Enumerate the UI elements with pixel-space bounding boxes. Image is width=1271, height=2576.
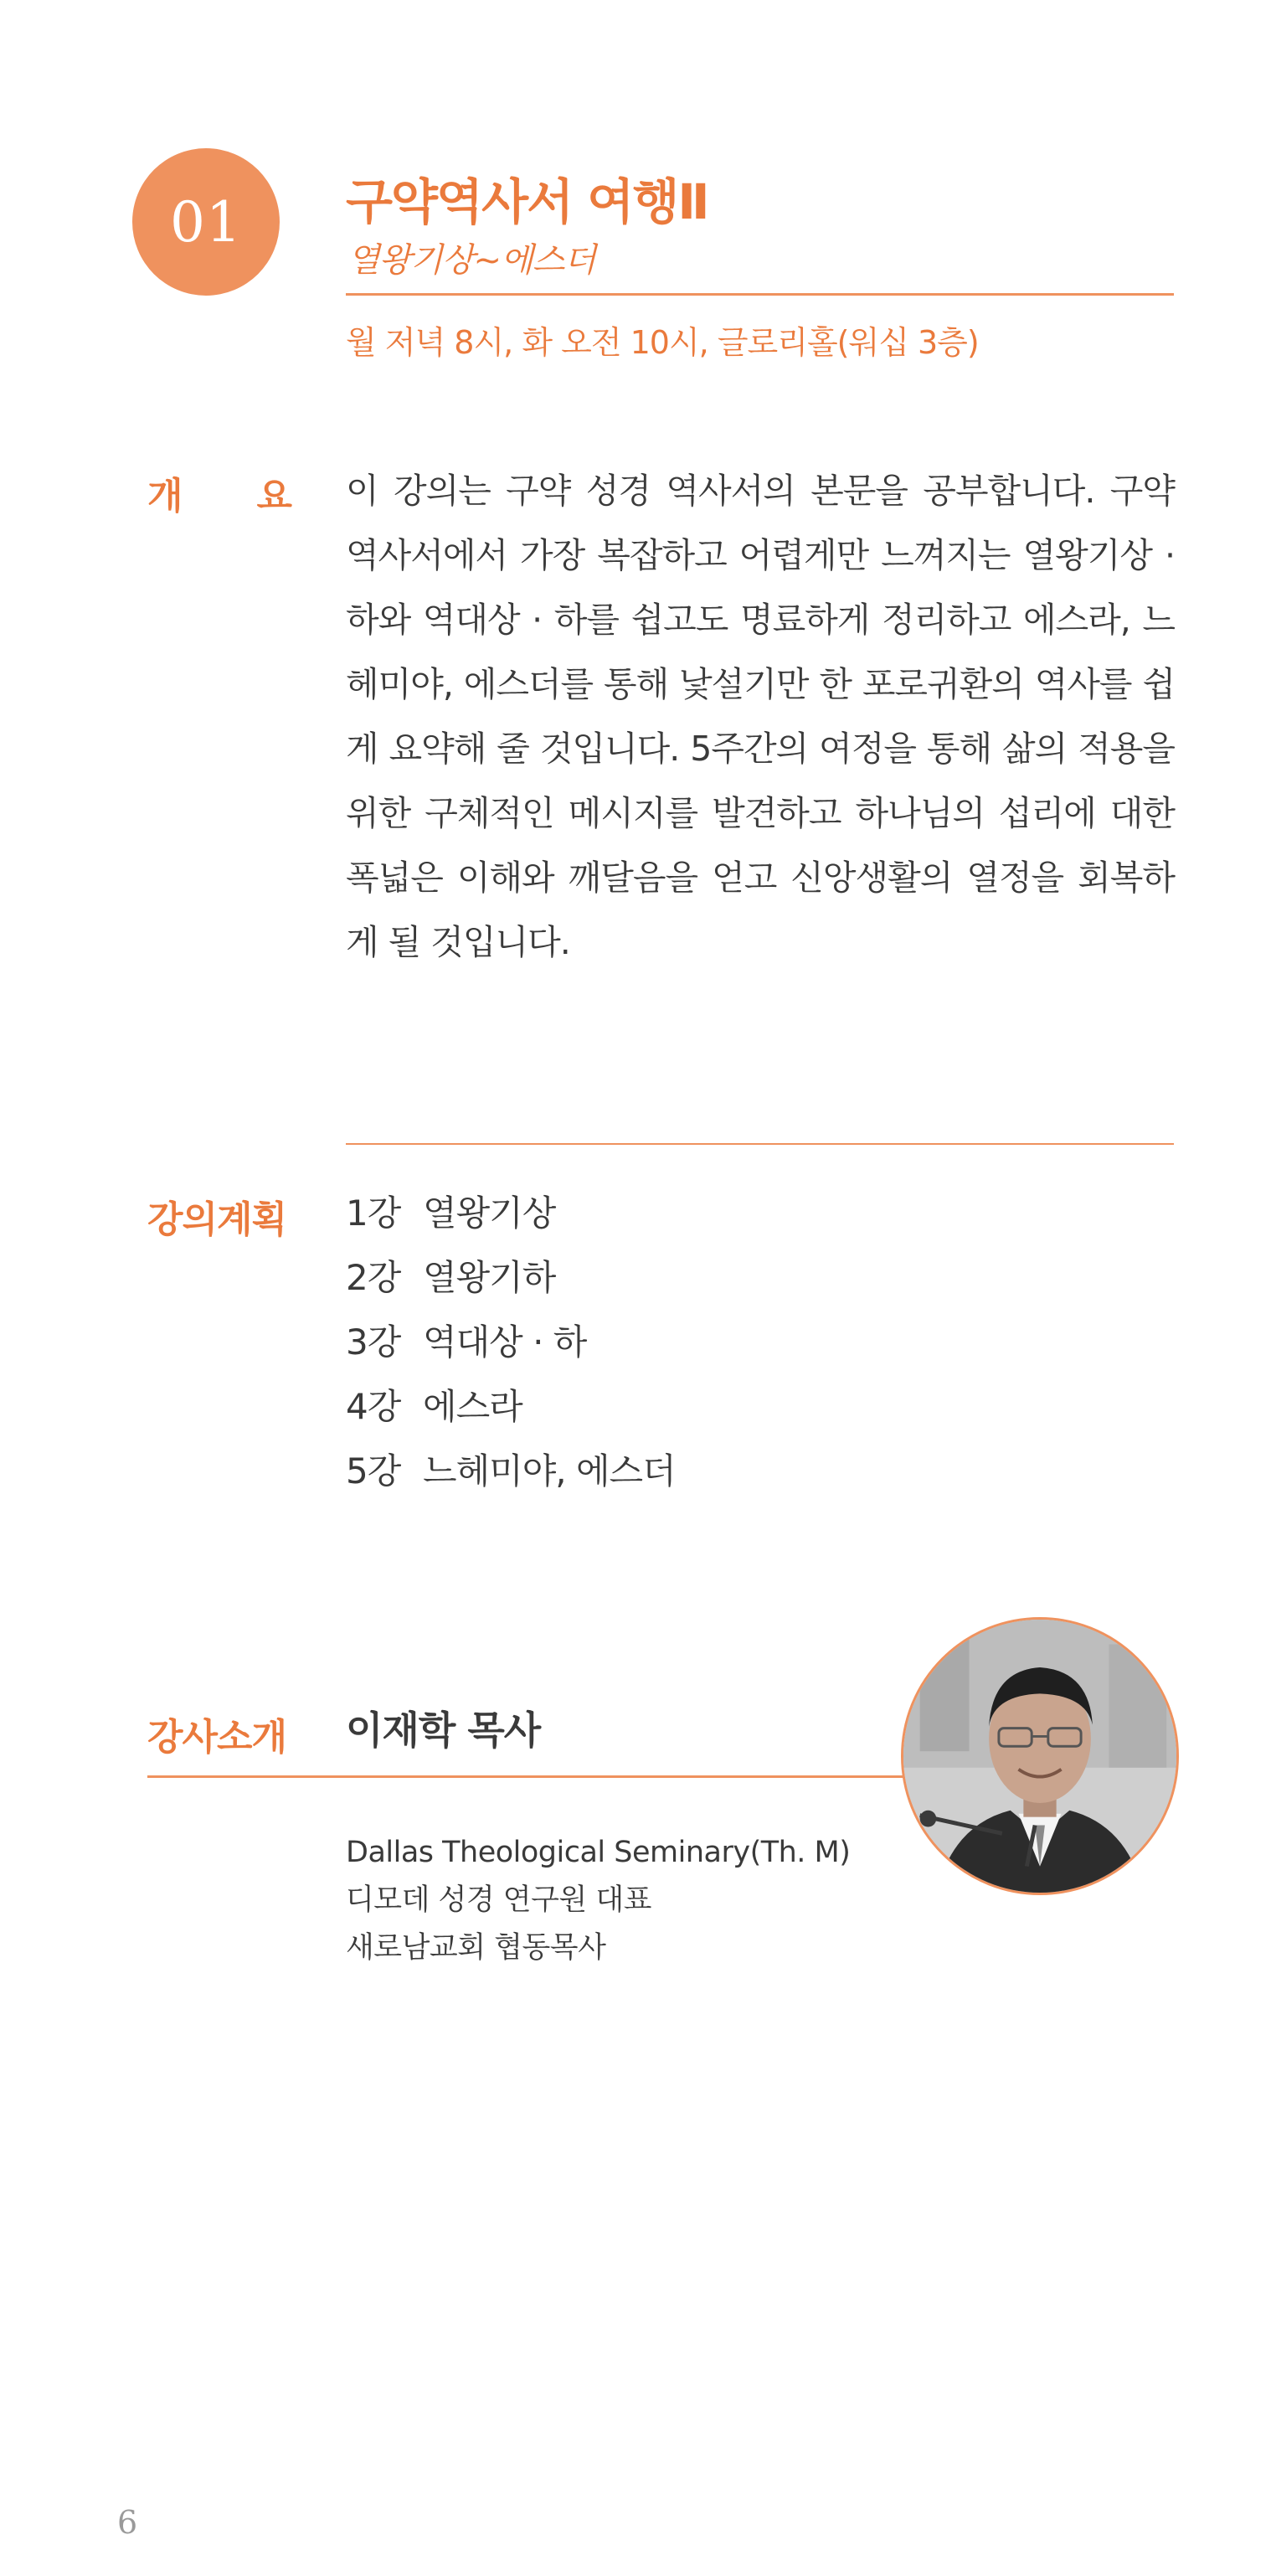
plan-item-title: 에스라 <box>423 1386 522 1427</box>
overview-label-char-1: 개 <box>147 475 183 518</box>
plan-item <box>346 1374 676 1439</box>
credential-item: 새로남교회 협동목사 <box>346 1931 606 1965</box>
plan-item-number: 2강 <box>346 1257 401 1298</box>
plan-item <box>346 1181 676 1245</box>
plan-item-title: 느헤미야, 에스더 <box>423 1450 676 1492</box>
plan-item-number: 4강 <box>346 1386 401 1427</box>
plan-item-title: 열왕기상 <box>423 1193 556 1234</box>
course-title: 구약역사서 여행Ⅱ <box>346 173 708 230</box>
plan-item-title: 열왕기하 <box>423 1257 556 1298</box>
instructor-label: 강사소개 <box>147 1716 287 1759</box>
title-divider <box>346 293 1174 296</box>
plan-item <box>346 1439 676 1503</box>
instructor-credentials <box>346 1829 850 1972</box>
plan-list <box>346 1181 676 1503</box>
page-number: 6 <box>117 2504 138 2541</box>
plan-item <box>346 1245 676 1310</box>
plan-item-number: 1강 <box>346 1193 401 1234</box>
credential-item: Dallas Theological Seminary(Th. M) <box>346 1836 851 1869</box>
instructor-name: 이재학 목사 <box>346 1708 541 1753</box>
overview-label <box>147 466 291 519</box>
overview-text: 이 강의는 구약 성경 역사서의 본문을 공부합니다. 구약 역사서에서 가장 복잡하고 어렵게만 느껴지는 열왕기상 · 하와 역대상 · 하를 쉽고도 명료하게 정리하고 에스라, 느헤미야, 에스더를 통해 낯설기만 한 포로귀환의 역사를 쉽게 요약해 줄 것입니다. 5주간의 여정을 통해 삶의 적용을 위한 구체적인 메시지를 발견하고 하나님의 섭리에 대한 폭넓은 이해와 깨달음을 얻고 신앙생활의 열정을 회복하게 될 것입니다. <box>346 471 1175 962</box>
overview-label-char-2: 요 <box>256 475 291 518</box>
instructor-photo <box>901 1617 1179 1895</box>
credential-item: 디모데 성경 연구원 대표 <box>346 1883 651 1917</box>
course-number-badge <box>132 148 280 296</box>
course-number: 01 <box>170 189 242 255</box>
plan-item-title: 역대상 · 하 <box>423 1321 587 1363</box>
plan-item-number: 3강 <box>346 1321 401 1363</box>
plan-label: 강의계획 <box>147 1198 287 1241</box>
plan-item-number: 5강 <box>346 1450 401 1492</box>
plan-item <box>346 1310 676 1374</box>
plan-divider <box>346 1143 1174 1145</box>
course-schedule: 월 저녁 8시, 화 오전 10시, 글로리홀(워십 3층) <box>346 324 979 361</box>
course-subtitle: 열왕기상~에스더 <box>347 241 595 280</box>
